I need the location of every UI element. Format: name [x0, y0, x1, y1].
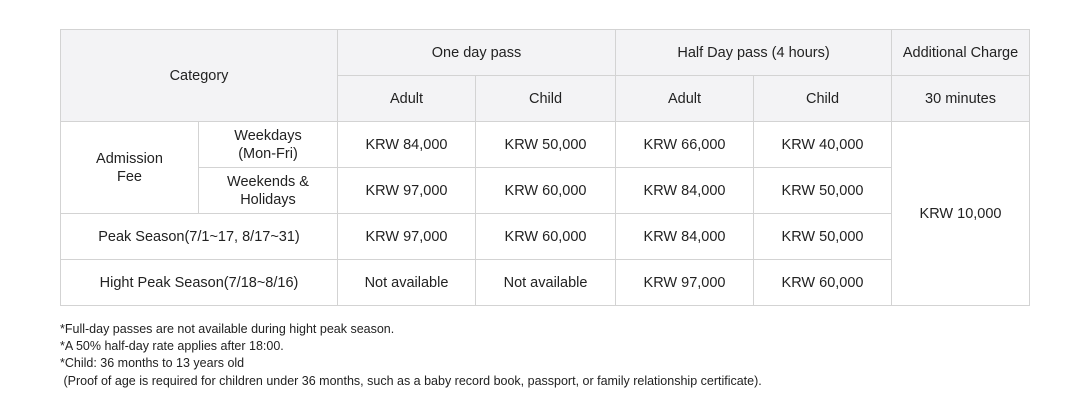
note-proof-of-age: (Proof of age is required for children under 36 months, such as a baby record book, passport, or family relationship certificate). [60, 373, 762, 388]
weekends-half-day-child: KRW 50,000 [754, 168, 892, 214]
footnotes [60, 321, 762, 390]
hight-peak-half-day-child: KRW 60,000 [754, 260, 892, 306]
header-row-top [61, 30, 1030, 76]
half-day-child-header: Child [754, 76, 892, 122]
table-row-weekends [61, 168, 1030, 214]
weekends-label: Weekends & Holidays [199, 168, 338, 214]
weekdays-one-day-adult: KRW 84,000 [338, 122, 476, 168]
weekdays-half-day-adult: KRW 66,000 [616, 122, 754, 168]
weekends-half-day-adult: KRW 84,000 [616, 168, 754, 214]
note-half-day-rate: *A 50% half-day rate applies after 18:00. [60, 339, 284, 354]
pricing-table [60, 29, 1030, 306]
peak-half-day-adult: KRW 84,000 [616, 214, 754, 260]
half-day-pass-header: Half Day pass (4 hours) [616, 30, 892, 76]
hight-peak-half-day-adult: KRW 97,000 [616, 260, 754, 306]
hight-peak-one-day-adult: Not available [338, 260, 476, 306]
weekdays-one-day-child: KRW 50,000 [476, 122, 616, 168]
peak-one-day-child: KRW 60,000 [476, 214, 616, 260]
hight-peak-season-label: Hight Peak Season(7/18~8/16) [61, 260, 338, 306]
weekdays-label: Weekdays (Mon-Fri) [199, 122, 338, 168]
weekends-one-day-child: KRW 60,000 [476, 168, 616, 214]
peak-one-day-adult: KRW 97,000 [338, 214, 476, 260]
table-row-peak [61, 214, 1030, 260]
half-day-adult-header: Adult [616, 76, 754, 122]
peak-season-label: Peak Season(7/1~17, 8/17~31) [61, 214, 338, 260]
weekends-one-day-adult: KRW 97,000 [338, 168, 476, 214]
admission-fee-label: Admission Fee [61, 122, 199, 214]
additional-charge-header: Additional Charge [892, 30, 1030, 76]
thirty-minutes-header: 30 minutes [892, 76, 1030, 122]
one-day-adult-header: Adult [338, 76, 476, 122]
note-full-day: *Full-day passes are not available during hight peak season. [60, 322, 395, 336]
one-day-pass-header: One day pass [338, 30, 616, 76]
additional-charge-value: KRW 10,000 [892, 122, 1030, 306]
table-row-hight-peak [61, 260, 1030, 306]
peak-half-day-child: KRW 50,000 [754, 214, 892, 260]
weekdays-half-day-child: KRW 40,000 [754, 122, 892, 168]
note-child-age: *Child: 36 months to 13 years old [60, 356, 245, 371]
table-row-weekdays [61, 122, 1030, 168]
one-day-child-header: Child [476, 76, 616, 122]
category-header: Category [61, 30, 338, 122]
hight-peak-one-day-child: Not available [476, 260, 616, 306]
